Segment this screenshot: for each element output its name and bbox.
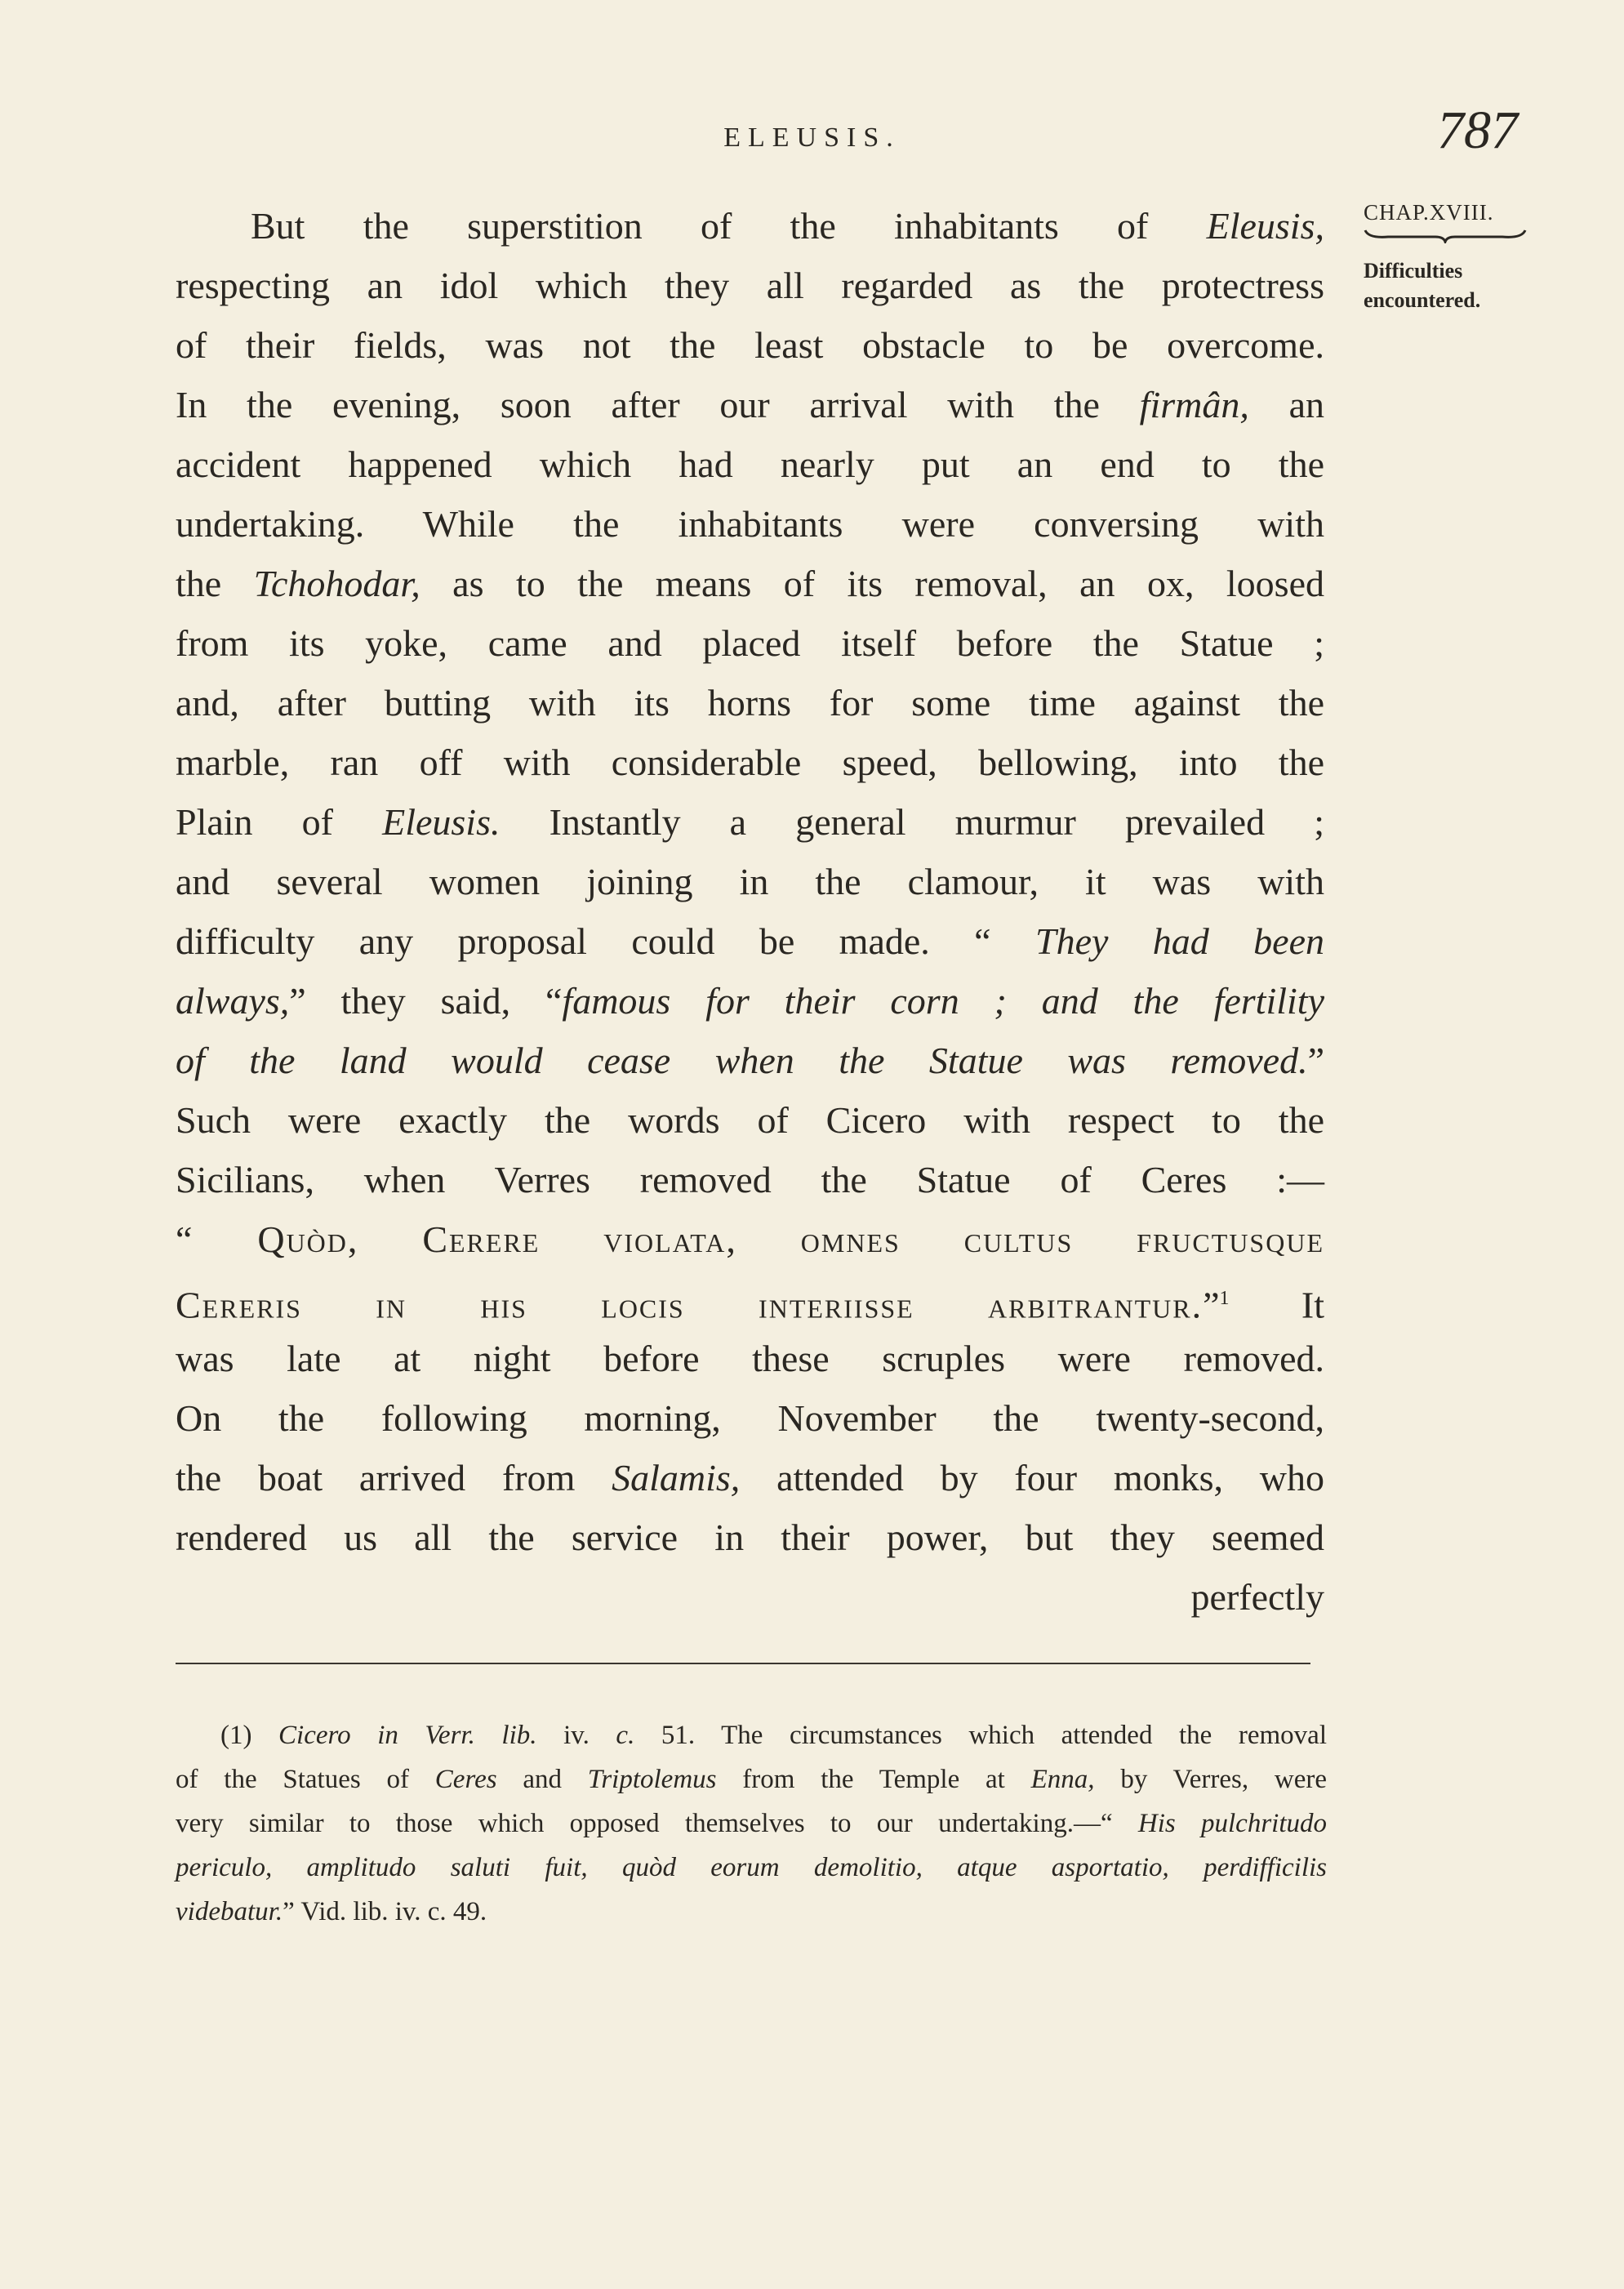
text-line xyxy=(176,911,1324,971)
italic-span: His pulchritudo xyxy=(1137,1809,1327,1838)
text-span: of the Statues of xyxy=(176,1765,435,1794)
text-line xyxy=(176,196,1324,256)
text-span: very similar to those which opposed themselves to our undertaking.—“ xyxy=(176,1809,1138,1838)
text-line: and, after butting with its horns for some time against the xyxy=(176,682,1324,724)
text-span: and xyxy=(496,1765,588,1794)
text-line xyxy=(176,971,1324,1031)
page-number: 787 xyxy=(1437,100,1518,160)
text-span: the xyxy=(176,563,254,604)
running-head: ELEUSIS. xyxy=(723,122,901,153)
italic-span: Ceres xyxy=(434,1765,497,1794)
footnote xyxy=(176,1713,1327,1934)
text-line xyxy=(176,375,1324,434)
text-span: Plain of xyxy=(176,801,383,843)
text-line: Such were exactly the words of Cicero with respect to the xyxy=(176,1099,1324,1141)
text-span: as to the means of its removal, an ox, loosed xyxy=(420,563,1324,604)
small-caps-span: Cereris in his locis interiisse arbitrantur. xyxy=(176,1284,1204,1326)
catchword: perfectly xyxy=(1190,1576,1324,1618)
text-line: accident happened which had nearly put an end to the xyxy=(176,443,1324,485)
italic-span: Tchohodar, xyxy=(253,563,420,604)
brace-ornament xyxy=(1364,229,1527,243)
text-span: ” they said, “ xyxy=(289,980,563,1022)
text-line: of their fields, was not the least obstacle to be overcome. xyxy=(176,324,1324,366)
footnote-line xyxy=(176,1801,1327,1846)
italic-span: periculo, amplitudo saluti fuit, quòd eorum demolitio, atque asportatio, perdifficilis xyxy=(176,1853,1327,1882)
footnote-line xyxy=(176,1890,1327,1934)
text-span: by Verres, were xyxy=(1094,1765,1327,1794)
text-line xyxy=(176,1269,1324,1329)
footnote-line xyxy=(176,1713,1327,1757)
italic-span: They had been xyxy=(1034,920,1324,962)
main-text xyxy=(176,196,1324,1627)
text-span: ” Vid. lib. iv. c. 49. xyxy=(283,1897,487,1926)
text-span: attended by four monks, who xyxy=(740,1457,1324,1499)
text-span: difficulty any proposal could be made. “ xyxy=(176,920,1035,962)
italic-span: Cicero in Verr. lib. xyxy=(278,1721,537,1750)
text-line: rendered us all the service in their power, but they seemed xyxy=(176,1516,1324,1558)
text-line: marble, ran off with considerable speed, bellowing, into the xyxy=(176,741,1324,783)
italic-span: firmân, xyxy=(1139,384,1249,425)
text-span: from the Temple at xyxy=(716,1765,1031,1794)
text-span: (1) xyxy=(220,1721,279,1750)
footnote-rule xyxy=(176,1663,1310,1664)
italic-span: c. xyxy=(616,1721,635,1750)
margin-note xyxy=(1364,200,1535,315)
text-span: ” xyxy=(1307,1040,1324,1081)
text-span: But the superstition of the inhabitants of xyxy=(251,205,1207,247)
side-note-line: encountered. xyxy=(1364,288,1481,312)
text-line: “ Quòd, Cerere violata, omnes cultus fructusque xyxy=(176,1218,1324,1260)
text-span: iv. xyxy=(536,1721,616,1750)
italic-span: Enna, xyxy=(1030,1765,1095,1794)
text-span: 51. The circumstances which attended the removal xyxy=(634,1721,1327,1750)
text-line xyxy=(176,792,1324,852)
text-span: In the evening, soon after our arrival with the xyxy=(176,384,1140,425)
italic-span: Eleusis. xyxy=(382,801,501,843)
italic-span: famous for their corn ; and the fertility xyxy=(562,980,1324,1022)
italic-span: Triptolemus xyxy=(587,1765,717,1794)
text-span: ” xyxy=(1203,1284,1220,1326)
italic-span: Salamis, xyxy=(612,1457,741,1499)
side-note-line: Difficulties xyxy=(1364,259,1463,283)
text-span: Instantly a general murmur prevailed ; xyxy=(500,801,1324,843)
footnote-ref: 1 xyxy=(1219,1288,1230,1309)
text-line: respecting an idol which they all regarded as the protectress xyxy=(176,265,1324,306)
text-line xyxy=(176,554,1324,613)
footnote-line xyxy=(176,1846,1327,1890)
text-line: was late at night before these scruples were removed. xyxy=(176,1338,1324,1379)
italic-span: videbatur. xyxy=(176,1897,283,1926)
text-span: an xyxy=(1248,384,1325,425)
text-line xyxy=(176,1031,1324,1090)
chapter-label: CHAP.XVIII. xyxy=(1364,200,1494,225)
text-line: On the following morning, November the twenty-second, xyxy=(176,1397,1324,1439)
text-line: undertaking. While the inhabitants were conversing with xyxy=(176,503,1324,545)
italic-span: always, xyxy=(176,980,290,1022)
footnote-line xyxy=(176,1757,1327,1801)
text-line: Sicilians, when Verres removed the Statue of Ceres :— xyxy=(176,1159,1324,1200)
italic-span: Eleusis, xyxy=(1206,205,1324,247)
text-span: the boat arrived from xyxy=(176,1457,612,1499)
italic-span: of the land would cease when the Statue was removed. xyxy=(176,1040,1308,1081)
text-line xyxy=(176,1448,1324,1507)
text-line: and several women joining in the clamour, it was with xyxy=(176,861,1324,902)
text-span: It xyxy=(1229,1284,1324,1326)
text-line: from its yoke, came and placed itself before the Statue ; xyxy=(176,622,1324,664)
